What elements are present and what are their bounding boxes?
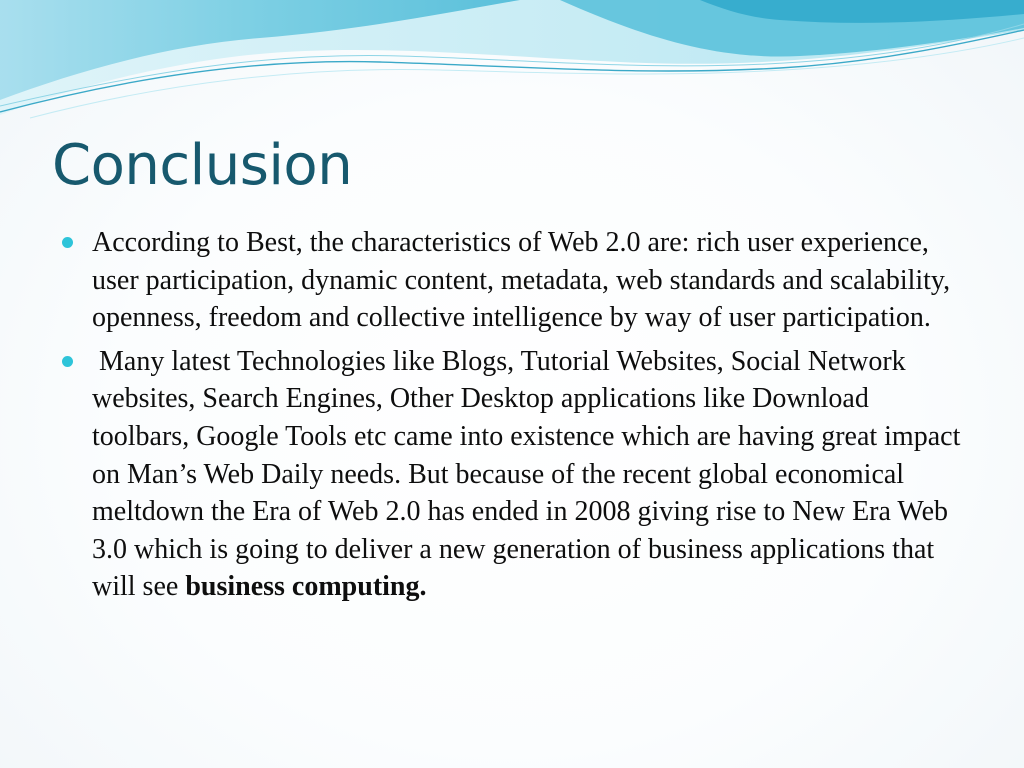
bullet-text: According to Best, the characteristics of Web 2.0 are: rich user experience, user participation, dynamic content, metadata, web standards and scalability, openness, freedom and collective intelligence by way of user participation. bbox=[92, 227, 965, 334]
bullet-dot-icon bbox=[62, 237, 73, 248]
bullet-item bbox=[62, 224, 965, 337]
bullet-item bbox=[62, 343, 968, 606]
bullet-dot-icon bbox=[62, 356, 73, 367]
header-wave-decoration bbox=[0, 0, 1024, 130]
bullet-bold-text: business computing. bbox=[185, 571, 427, 603]
bullet-text: Many latest Technologies like Blogs, Tutorial Websites, Social Network websites, Search Engines, Other Desktop applications like Download toolbars, Google Tools etc came into existence which are having great impact on Man’s Web Daily needs. But because of the recent global economical meltdown the Era of Web 2.0 has ended in 2008 giving rise to New Era Web 3.0 which is going to deliver a new generation of business applications that will see bbox=[92, 345, 968, 603]
bullet-list bbox=[62, 224, 968, 612]
slide-title: Conclusion bbox=[52, 133, 353, 198]
